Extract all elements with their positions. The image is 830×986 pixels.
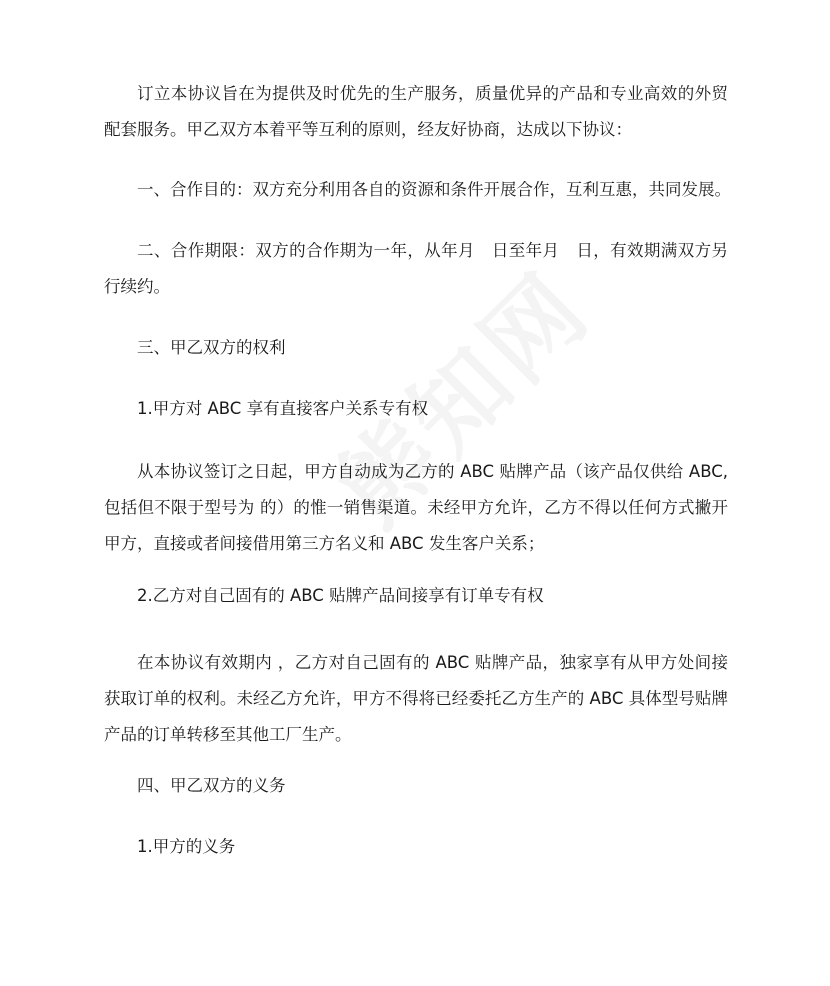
section-4-heading: 四、甲乙双方的义务	[137, 776, 286, 795]
paragraph-intro: 订立本协议旨在为提供及时优先的生产服务，质量优异的产品和专业高效的外贸配套服务。甲乙双方本着平等互利的原则，经友好协商，达成以下协议：	[104, 84, 728, 139]
section-3-1-heading: 1.甲方对 ABC 享有直接客户关系专有权	[137, 399, 429, 418]
section-3-2-body: 在本协议有效期内 ，乙方对自己固有的 ABC 贴牌产品，独家享有从甲方处间接获取订单的权利。未经乙方允许，甲方不得将已经委托乙方生产的 ABC 具体型号贴牌产品的订单转移至其他工厂生产。	[104, 653, 728, 744]
section-1-purpose: 一、合作目的：双方充分利用各自的资源和条件开展合作，互利互惠，共同发展。	[137, 180, 731, 199]
section-3-heading: 三、甲乙双方的权利	[137, 338, 286, 357]
section-2-term: 二、合作期限：双方的合作期为一年，从年月 日至年月 日，有效期满双方另行续约。	[104, 241, 728, 296]
section-3-1-body: 从本协议签订之日起，甲方自动成为乙方的 ABC 贴牌产品（该产品仅供给 ABC,包括但不限于型号为 的）的惟一销售渠道。未经甲方允许，乙方不得以任何方式撇开甲方，直接或者间接借用第三方名义和 ABC 发生客户关系；	[104, 462, 728, 553]
section-3-2-heading: 2.乙方对自己固有的 ABC 贴牌产品间接享有订单专有权	[137, 586, 544, 605]
section-4-1-heading: 1.甲方的义务	[137, 837, 236, 856]
